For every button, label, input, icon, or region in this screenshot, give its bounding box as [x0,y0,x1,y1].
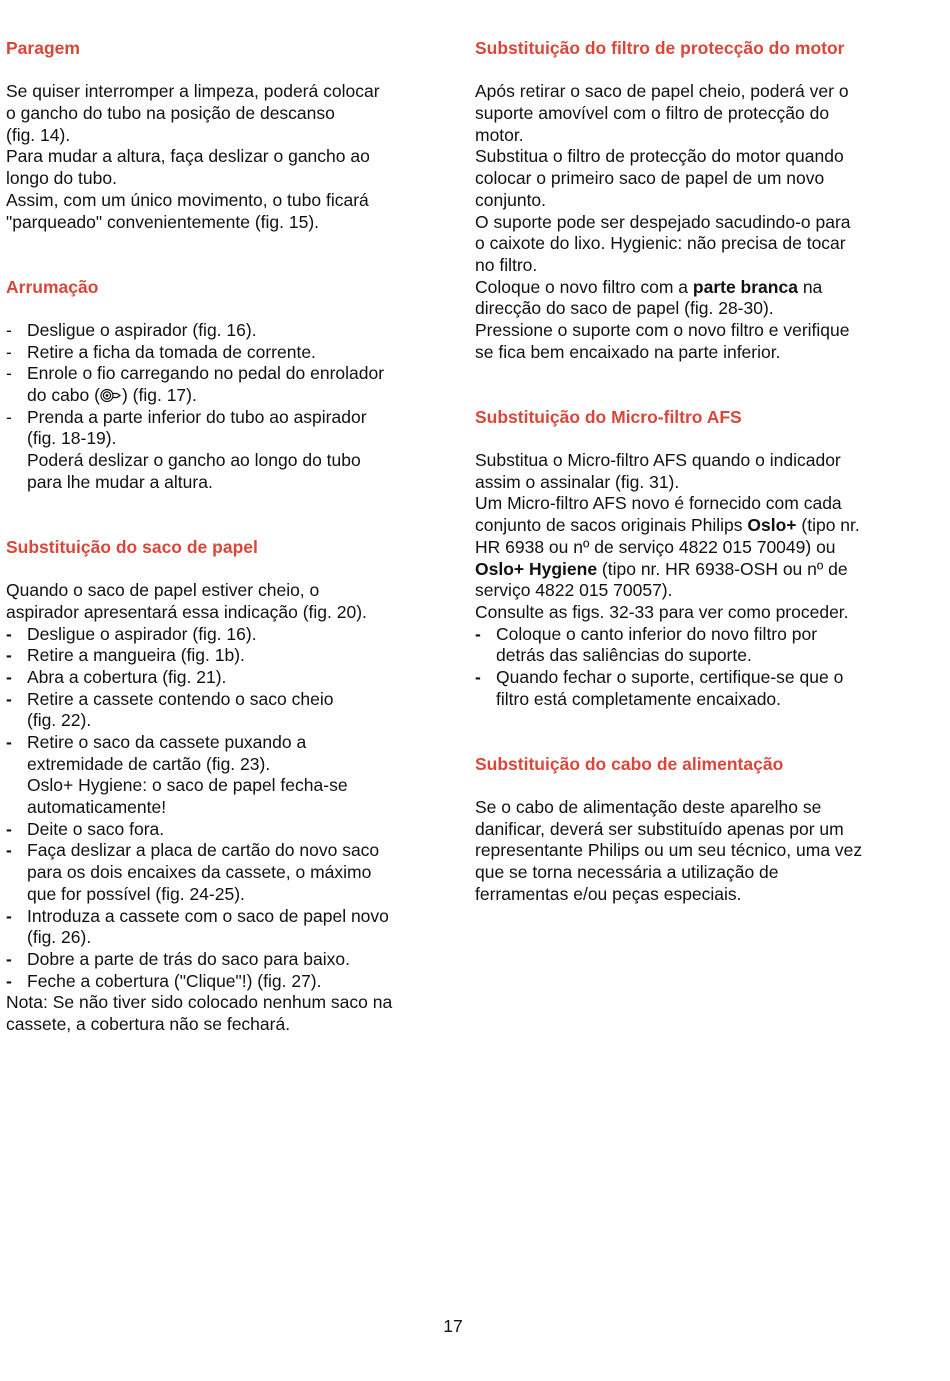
paragem-line: Para mudar a altura, faça deslizar o gancho ao [6,146,370,167]
list-item [475,624,915,646]
cable-reel-icon [100,387,122,409]
bullet-dash: - [6,645,12,666]
page-number: 17 [443,1316,463,1336]
heading-arrumacao: Arrumação [6,276,99,297]
list-item [6,624,446,646]
list-item-text: Desligue o aspirador (fig. 16). [27,623,257,644]
bullet-dash: - [6,840,12,861]
list-item-text: Deite o saco fora. [27,818,165,839]
list-item-continuation: extremidade de cartão (fig. 23). [27,753,271,774]
bullet-dash: - [6,623,12,644]
paragem-line: Assim, com um único movimento, o tubo ficará [6,189,369,210]
text-run: conjunto de sacos originais Philips [475,515,748,536]
motor-line: conjunto. [475,189,547,210]
bullet-dash: - [6,319,12,340]
list-item-continuation: (fig. 18-19). [27,428,117,449]
list-item-continuation: Oslo+ Hygiene: o saco de papel fecha-se [27,775,348,796]
afs-line: Substitua o Micro-filtro AFS quando o indicador [475,450,841,471]
motor-line: motor. [475,124,524,145]
list-item [6,949,446,971]
motor-line: Após retirar o saco de papel cheio, poderá ver o [475,81,849,102]
bold-text: parte branca [692,276,798,297]
list-item-text: Faça deslizar a placa de cartão do novo saco [27,840,380,861]
list-item [6,342,446,364]
list-item-continuation: (fig. 22). [27,710,92,731]
afs-line: serviço 4822 015 70057). [475,580,673,601]
bullet-dash: - [6,818,12,839]
afs-line: Consulte as figs. 32-33 para ver como proceder. [475,601,849,622]
list-item [475,667,915,689]
saco-intro-line: Quando o saco de papel estiver cheio, o [6,580,320,601]
motor-line: direcção do saco de papel (fig. 28-30). [475,298,774,319]
list-item-text: Retire a ficha da tomada de corrente. [27,341,316,362]
motor-line: se fica bem encaixado na parte inferior. [475,341,781,362]
bullet-dash: - [475,666,481,687]
heading-cabo: Substituição do cabo de alimentação [475,753,784,774]
list-item-text: Retire o saco da cassete puxando a [27,732,307,753]
afs-line: assim o assinalar (fig. 31). [475,471,680,492]
list-item-continuation: para lhe mudar a altura. [27,471,213,492]
bullet-dash: - [6,341,12,362]
left-column [6,38,446,1036]
list-item-continuation: filtro está completamente encaixado. [496,688,782,709]
list-item-text: Introduza a cassete com o saco de papel novo [27,905,389,926]
list-item-continuation [6,385,446,407]
list-item [6,667,446,689]
list-item [6,732,446,754]
list-item-text: Abra a cobertura (fig. 21). [27,666,227,687]
list-item-text: Feche a cobertura ("Clique"!) (fig. 27). [27,970,322,991]
bullet-dash: - [6,406,12,427]
motor-line: o caixote do lixo. Hygienic: não precisa de tocar [475,233,846,254]
list-item-text: Quando fechar o suporte, certifique-se que o [496,666,844,687]
list-item [6,407,446,429]
list-item-continuation: Poderá deslizar o gancho ao longo do tubo [27,450,361,471]
list-item [6,971,446,993]
list-item-text: Retire a mangueira (fig. 1b). [27,645,245,666]
list-item [6,840,446,862]
list-item [6,689,446,711]
bullet-dash: - [6,666,12,687]
bullet-dash: - [6,970,12,991]
motor-line: suporte amovível com o filtro de protecção do [475,103,830,124]
list-item [6,320,446,342]
list-item [6,819,446,841]
nota-line: Nota: Se não tiver sido colocado nenhum saco na [6,992,393,1013]
heading-filtro-motor: Substituição do filtro de protecção do motor [475,38,845,58]
bullet-dash: - [6,905,12,926]
list-item-text: Coloque o canto inferior do novo filtro por [496,623,818,644]
afs-line: Um Micro-filtro AFS novo é fornecido com cada [475,493,842,514]
right-column [475,38,915,906]
bullet-dash: - [6,948,12,969]
bullet-dash: - [475,623,481,644]
list-item-text: Dobre a parte de trás do saco para baixo. [27,948,350,969]
list-item-text: ) (fig. 17). [121,385,197,406]
list-item-text: do cabo ( [27,385,100,406]
list-item [6,363,446,385]
list-item-continuation: automaticamente! [27,797,167,818]
motor-line: Pressione o suporte com o novo filtro e verifique [475,319,850,340]
motor-line [475,277,915,299]
list-item-text: Prenda a parte inferior do tubo ao aspirador [27,406,367,427]
bold-text: Oslo+ Hygiene [475,558,598,579]
paragem-line: longo do tubo. [6,168,117,189]
cabo-line: que se torna necessária a utilização de [475,862,779,883]
cabo-line: ferramentas e/ou peças especiais. [475,883,742,904]
bullet-dash: - [6,363,12,384]
motor-line: colocar o primeiro saco de papel de um novo [475,168,825,189]
cabo-line: Se o cabo de alimentação deste aparelho se [475,797,822,818]
saco-intro-line: aspirador apresentará essa indicação (fig. 20). [6,601,367,622]
paragem-line: (fig. 14). [6,124,71,145]
motor-line: O suporte pode ser despejado sacudindo-o para [475,211,851,232]
paragem-line: "parqueado" convenientemente (fig. 15). [6,211,320,232]
list-item-text: Enrole o fio carregando no pedal do enrolador [27,363,385,384]
heading-paragem: Paragem [6,38,80,58]
afs-line: HR 6938 ou nº de serviço 4822 015 70049) ou [475,536,836,557]
list-item [6,906,446,928]
motor-line: Substitua o filtro de protecção do motor quando [475,146,844,167]
cabo-line: representante Philips ou um seu técnico, uma vez [475,840,863,861]
paragem-line: o gancho do tubo na posição de descanso [6,103,335,124]
cabo-line: danificar, deverá ser substituído apenas por um [475,818,844,839]
list-item-continuation: que for possível (fig. 24-25). [27,883,245,904]
bold-text: Oslo+ [747,515,797,536]
list-item-continuation: detrás das saliências do suporte. [496,645,752,666]
text-run: (tipo nr. [796,515,860,536]
bullet-dash: - [6,732,12,753]
text-run: Coloque o novo filtro com a [475,276,693,297]
list-item [6,645,446,667]
list-item-continuation: para os dois encaixes da cassete, o máximo [27,862,372,883]
list-item-continuation: (fig. 26). [27,927,92,948]
text-run: (tipo nr. HR 6938-OSH ou nº de [597,558,848,579]
afs-line [475,515,915,537]
list-item-text: Desligue o aspirador (fig. 16). [27,319,257,340]
heading-saco: Substituição do saco de papel [6,536,258,557]
afs-line [475,559,915,581]
paragem-line: Se quiser interromper a limpeza, poderá colocar [6,81,380,102]
nota-line: cassete, a cobertura não se fechará. [6,1013,291,1034]
heading-micro-filtro: Substituição do Micro-filtro AFS [475,406,742,427]
motor-line: no filtro. [475,254,538,275]
text-run: na [797,276,823,297]
list-item-text: Retire a cassete contendo o saco cheio [27,688,334,709]
bullet-dash: - [6,688,12,709]
